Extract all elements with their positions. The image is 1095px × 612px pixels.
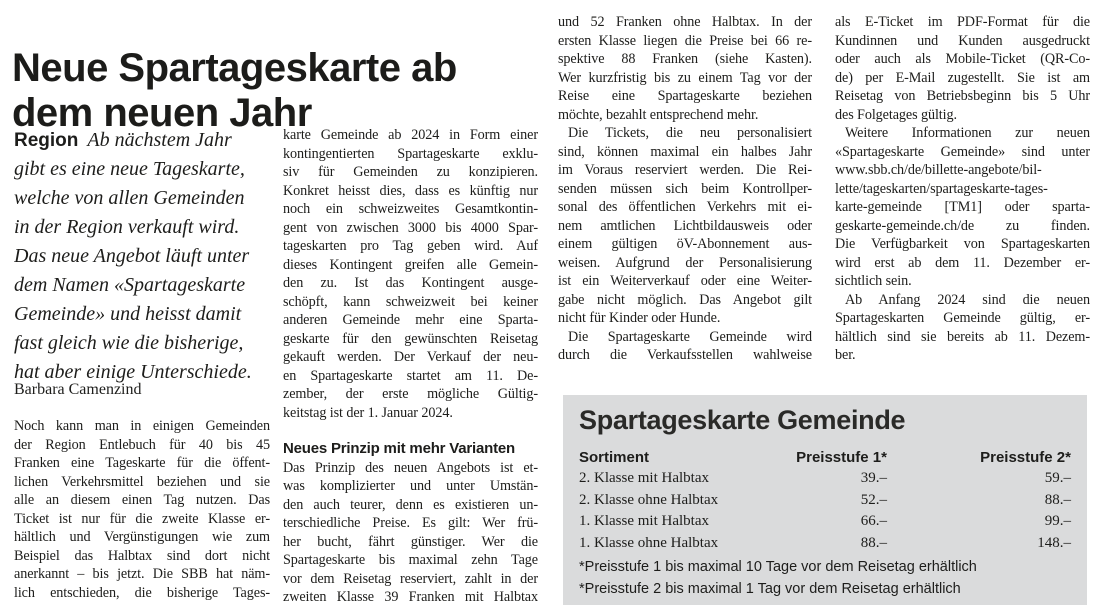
text-line: Weitere Informationen zur neuen: [845, 125, 1090, 141]
text-line: den auch teurer, denn es existieren un-: [283, 496, 538, 513]
text-line: anderen Gemeinde mehr eine Sparta-: [283, 312, 538, 328]
table-row: [579, 468, 1071, 490]
text-line: Konkret heisst dies, dass es künftig nur: [283, 182, 538, 199]
text-line: dieses Kontingent greifen alle Gemein-: [283, 256, 538, 273]
column-2-paragraph-2: [283, 459, 538, 607]
text-line: durch die Verkaufsstellen wahlweise: [558, 347, 812, 363]
text-line: was komplizierter und unter Umstän-: [283, 478, 538, 494]
article-column-2: [283, 126, 538, 607]
text-line: «Spartageskarte Gemeinde» sind unter: [835, 143, 1090, 160]
text-line: de) per E-Mail zugestellt. Sie ist am: [835, 69, 1090, 86]
text-line: sonal des öffentlichen Verkehrs mit ei-: [558, 199, 812, 215]
row-label: 1. Klasse ohne Halbtax: [579, 534, 719, 551]
text-line: Ticket ist nur für die zweite Klasse er-: [14, 510, 270, 527]
text-line: noch ein schweizweites Gesamtkontin-: [283, 201, 538, 217]
table-row: [579, 511, 1071, 533]
text-line: tageskarten pro Tag geben wird. Auf: [283, 238, 538, 254]
text-line: sind, können maximal ein halbes Jahr: [558, 143, 812, 160]
text-line: Das Prinzip des neuen Angebots ist et-: [283, 459, 538, 476]
text-line: terschiedliche Preise. Es gilt: Wer frü-: [283, 515, 538, 531]
price-table-header-row: [579, 447, 1071, 468]
table-footnotes: [579, 557, 1071, 600]
text-line: kontingentierten Spartageskarte exklu-: [283, 145, 538, 162]
text-line: gekauft werden. Der Verkauf der neu-: [283, 349, 538, 365]
text-line: fast gleich wie die bisherige,: [14, 332, 244, 354]
text-line: Gemeinde» und heisst damit: [14, 303, 242, 325]
article-column-4: [835, 13, 1090, 365]
infobox-title: Spartageskarte Gemeinde: [579, 405, 906, 435]
column-2-paragraph-1: [283, 126, 538, 422]
text-line: Das neue Angebot läuft unter: [14, 245, 250, 267]
text-line: des Folgetages gültig.: [835, 106, 957, 123]
text-line: Beispiel das Halbtax sind dort nicht: [14, 547, 270, 564]
text-line: zember, der erste mögliche Gültig-: [283, 386, 538, 402]
text-line: her bucht, fährt günstiger. Wer die: [283, 533, 538, 550]
row-price-1: 39.–: [860, 470, 887, 486]
text-line: in der Region verkauft wird.: [14, 216, 240, 238]
row-label: 2. Klasse ohne Halbtax: [579, 491, 719, 508]
text-line: Wer kurzfristig bis zu einem Tag vor der: [558, 69, 812, 86]
text-line: lichen Verkehrsmittel beziehen und sie: [14, 473, 270, 490]
text-line: Reise eine Spartageskarte beziehen: [558, 88, 812, 104]
header-preisstufe-2: Preisstufe 2*: [980, 449, 1071, 466]
text-line: Franken eine Tageskarte für die öffent-: [14, 455, 270, 471]
text-line: möchte, bezahlt entsprechend mehr.: [558, 106, 759, 123]
text-line: Reisetag von Betriebsbeginn bis 5 Uhr: [835, 88, 1090, 104]
row-price-1: 52.–: [860, 491, 887, 508]
text-line: Ab Anfang 2024 sind die neuen: [845, 291, 1090, 308]
text-line: Spartageskarten Gemeinde gültig, er-: [835, 310, 1090, 326]
text-line: karte Gemeinde ab 2024 in Form einer: [283, 127, 538, 143]
byline: Barbara Camenzind: [14, 381, 142, 398]
text-line: keitstag ist der 1. Januar 2024.: [283, 404, 453, 421]
text-line: im Voraus reserviert werden. Die Rei-: [558, 162, 812, 178]
row-label: 2. Klasse mit Halbtax: [579, 470, 709, 486]
text-line: alle an diesem einen Tag nutzen. Das: [14, 492, 270, 508]
text-line: schöpft, kann schweizweit bei keiner: [283, 293, 538, 310]
text-line: Noch kann man in einigen Gemeinden: [14, 418, 270, 434]
text-line: sichtlich sein.: [835, 273, 912, 289]
text-line: lette/tageskarten/spartageskarte-tages-: [835, 180, 1048, 197]
section-subheading: Neues Prinzip mit mehr Varianten: [283, 440, 516, 457]
footnote-preisstufe-1: *Preisstufe 1 bis maximal 10 Tage vor dem Reisetag erhältlich: [579, 559, 977, 575]
text-line: weisen. Aufgrund der Personalisierung: [558, 254, 812, 271]
text-line: senden müssen sich beim Kontrollper-: [558, 180, 812, 197]
text-line: gibt es eine neue Tageskarte,: [14, 158, 245, 180]
footnote-preisstufe-2: *Preisstufe 2 bis maximal 1 Tag vor dem Reisetag erhältlich: [579, 580, 961, 597]
row-price-2: 88.–: [1044, 491, 1071, 508]
text-line: Kundinnen und Kunden ausgedruckt: [835, 32, 1090, 49]
headline-line-2: dem neuen Jahr: [12, 90, 312, 135]
text-line: hältlich sind sie bereits ab 11. Dezem-: [835, 328, 1090, 345]
text-line: der Region Entlebuch für 40 bis 45: [14, 436, 270, 453]
price-table: [579, 447, 1071, 554]
text-line: Die Verfügbarkeit von Spartageskarten: [835, 236, 1090, 252]
text-line: zweiten Klasse 39 Franken mit Halbtax: [283, 589, 538, 605]
text-line: en Spartageskarte startet am 11. De-: [283, 367, 538, 384]
table-row: [579, 533, 1071, 555]
header-preisstufe-1: Preisstufe 1*: [796, 449, 887, 466]
text-line: welche von allen Gemeinden: [14, 187, 245, 209]
text-line: oder auch als Mobile-Ticket (QR-Co-: [835, 51, 1090, 67]
text-line: spektive 88 Franken (siehe Kasten).: [558, 51, 812, 67]
lead-first-line: [14, 126, 264, 155]
text-line: gabe nicht möglich. Das Angebot gilt: [558, 291, 812, 308]
row-price-2: 148.–: [1037, 534, 1071, 551]
lead-first-line-text: Ab nächstem Jahr: [87, 129, 232, 151]
lead-lines: [14, 155, 264, 387]
text-line: lich entschieden, die bisherige Tages-: [14, 584, 270, 601]
article-column-3: [558, 13, 812, 365]
infobox-spartageskarte: [563, 395, 1087, 605]
text-line: geskarte für den gewünschten Reisetag: [283, 330, 538, 347]
text-line: einem gültigen öV-Abonnement aus-: [558, 236, 812, 252]
text-line: nem amtlichen Lichtbildausweis oder: [558, 217, 812, 234]
text-line: gent von zwischen 3000 bis 4000 Spar-: [283, 219, 538, 236]
headline-line-1: Neue Spartageskarte ab: [12, 45, 457, 90]
text-line: nicht für Kinder oder Hunde.: [558, 310, 721, 326]
text-line: hältlich und Vergünstigungen wie zum: [14, 529, 270, 545]
text-line: Spartageskarte bis maximal zehn Tage: [283, 552, 538, 568]
table-row: [579, 490, 1071, 512]
text-line: anerkannt – bis jetzt. Die SBB hat näm-: [14, 566, 270, 582]
text-line: Die Spartageskarte Gemeinde wird: [568, 328, 812, 345]
text-line: Die Tickets, die neu personalisiert: [568, 125, 812, 141]
row-label: 1. Klasse mit Halbtax: [579, 513, 709, 529]
article-headline: [12, 46, 532, 136]
text-line: karte-gemeinde [TM1] oder sparta-: [835, 199, 1090, 215]
text-line: wird erst ab dem 11. Dezember er-: [835, 254, 1090, 271]
text-line: siv für Gemeinden zu konzipieren.: [283, 164, 538, 180]
row-price-2: 59.–: [1044, 470, 1071, 486]
row-price-2: 99.–: [1044, 513, 1071, 529]
text-line: geskarte-gemeinde.ch/de zu finden.: [835, 217, 1090, 234]
article-column-1: [14, 417, 270, 602]
text-line: www.sbb.ch/de/billette-angebote/bil-: [835, 162, 1042, 178]
text-line: ist ein Weiterverkauf oder eine Weiter-: [558, 273, 812, 289]
region-label: Region: [14, 130, 79, 151]
header-sortiment: Sortiment: [579, 449, 650, 466]
text-line: dem Namen «Spartageskarte: [14, 274, 246, 296]
row-price-1: 88.–: [860, 534, 887, 551]
text-line: den zu. Ist das Kontingent ausge-: [283, 275, 538, 291]
row-price-1: 66.–: [860, 513, 887, 529]
text-line: vor dem Reisetag reserviert, zahlt in der: [283, 570, 538, 587]
text-line: und 52 Franken ohne Halbtax. In der: [558, 14, 812, 30]
article-lead: [14, 126, 264, 387]
text-line: ersten Klasse liegen die Preise bei 66 re-: [558, 32, 812, 49]
text-line: als E-Ticket im PDF-Format für die: [835, 14, 1090, 30]
text-line: ber.: [835, 347, 856, 363]
text-line: hat aber einige Unterschiede.: [14, 361, 252, 383]
